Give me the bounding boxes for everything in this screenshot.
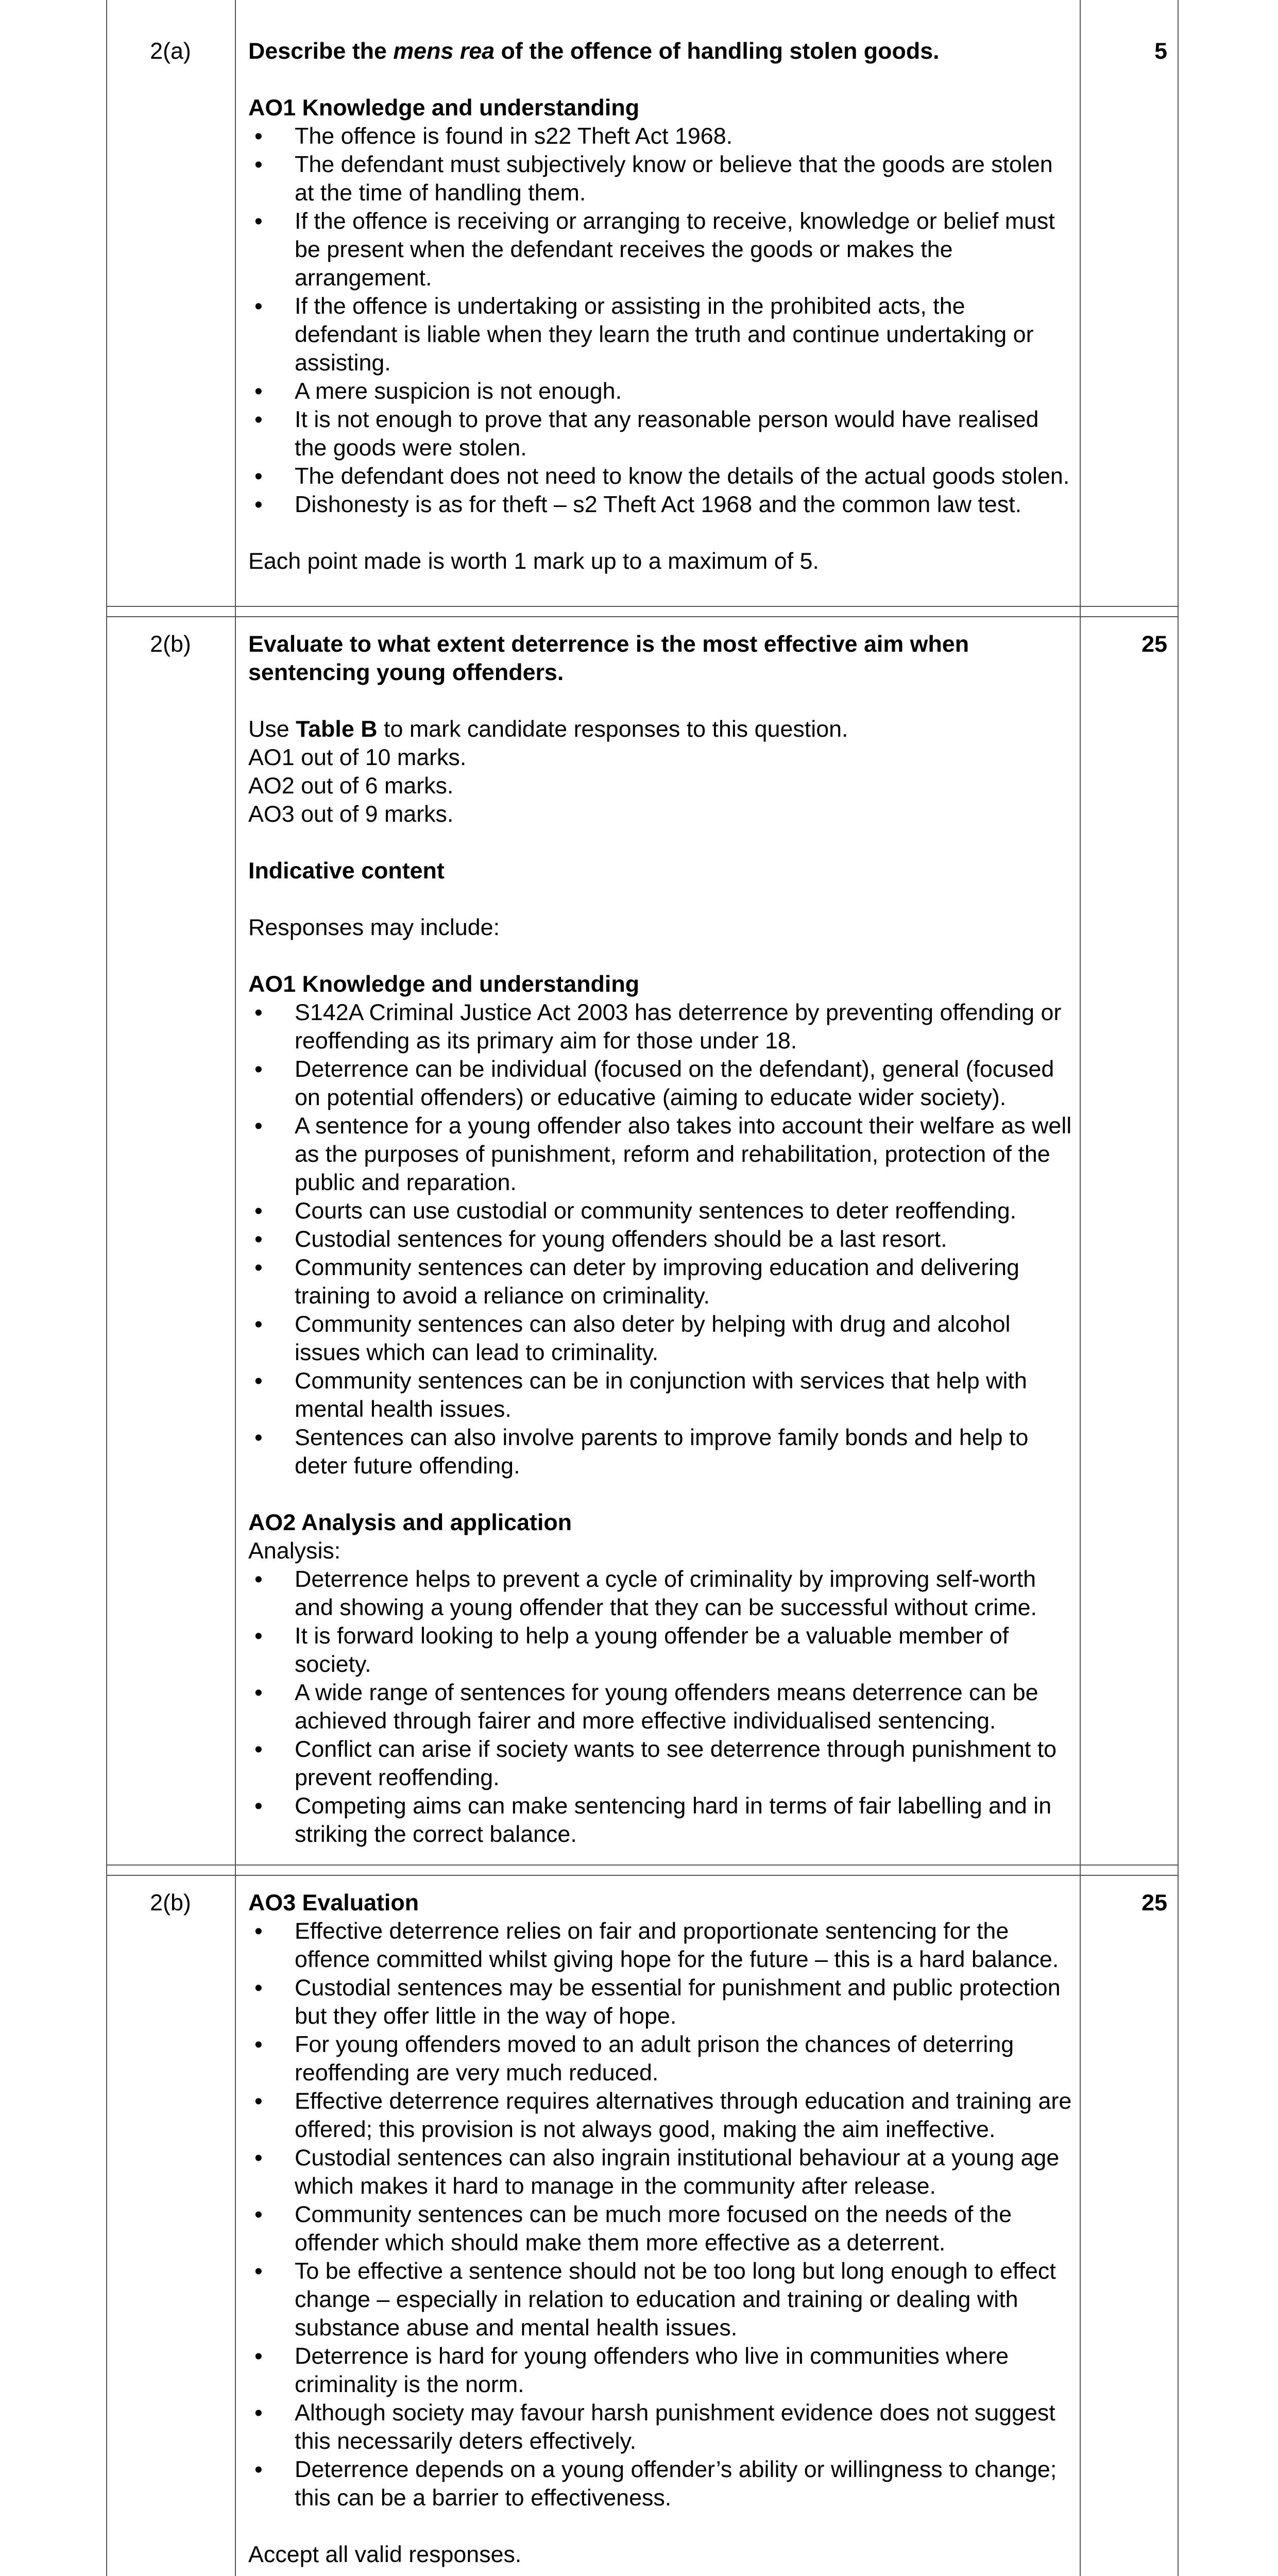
list-item: • Community sentences can be in conjunction with services that help with mental health issues. bbox=[254, 1368, 1027, 1422]
marking-note: Each point made is worth 1 mark up to a maximum of 5. bbox=[248, 548, 819, 574]
list-item: • Sentences can also involve parents to improve family bonds and help to deter future offending. bbox=[254, 1425, 1029, 1479]
ao1-list bbox=[248, 998, 1072, 1480]
list-item: • Deterrence can be individual (focused on the defendant), general (focused on potential offenders) or educative (aiming to educate wider society). bbox=[254, 1056, 1054, 1110]
question-2b-content bbox=[248, 630, 1072, 1849]
ao1-heading: AO1 Knowledge and understanding bbox=[248, 95, 640, 121]
list-item: • Custodial sentences for young offenders should be a last resort. bbox=[254, 1226, 947, 1252]
list-item: • Effective deterrence relies on fair and proportionate sentencing for the offence committed whilst giving hope for the future – this is a hard balance. bbox=[254, 1918, 1059, 1972]
question-marks: 25 bbox=[1141, 631, 1167, 657]
row-sep bbox=[106, 1865, 1179, 1866]
list-item: • The offence is found in s22 Theft Act 1968. bbox=[254, 123, 733, 149]
question-number: 2(a) bbox=[150, 38, 191, 64]
question-marks: 5 bbox=[1154, 38, 1167, 64]
list-item: • If the offence is receiving or arranging to receive, knowledge or belief must be present when the defendant receives the goods or makes the arrangement. bbox=[254, 208, 1055, 291]
list-item: • Community sentences can also deter by helping with drug and alcohol issues which can lead to criminality. bbox=[254, 1311, 1011, 1365]
question-2a-content bbox=[248, 37, 1072, 575]
question-number: 2(b) bbox=[150, 1890, 191, 1916]
use-table-note: Use Table B to mark candidate responses to this question. bbox=[248, 716, 848, 742]
list-item: • Custodial sentences can also ingrain institutional behaviour at a young age which makes it hard to manage in the community after release. bbox=[254, 2145, 1060, 2199]
question-text: Describe the mens rea of the offence of handling stolen goods. bbox=[248, 38, 940, 64]
list-item: • If the offence is undertaking or assisting in the prohibited acts, the defendant is liable when they learn the truth and continue undertaking or assisting. bbox=[254, 293, 1034, 376]
list-item: • Competing aims can make sentencing hard in terms of fair labelling and in striking the correct balance. bbox=[254, 1793, 1052, 1847]
row-sep bbox=[106, 606, 1179, 607]
list-item: • Deterrence depends on a young offender’s ability or willingness to change; this can be a barrier to effectiveness. bbox=[254, 2456, 1057, 2511]
question-text: Evaluate to what extent deterrence is the most effective aim when sentencing young offenders. bbox=[248, 631, 969, 685]
list-item: • For young offenders moved to an adult prison the chances of deterring reoffending are very much reduced. bbox=[254, 2031, 1014, 2086]
list-item: • Deterrence is hard for young offenders who live in communities where criminality is the norm. bbox=[254, 2343, 1009, 2397]
border-left bbox=[106, 0, 107, 2576]
list-item: • S142A Criminal Justice Act 2003 has deterrence by preventing offending or reoffending as its primary aim for those under 18. bbox=[254, 999, 1062, 1054]
list-item: • Community sentences can deter by improving education and delivering training to avoid a reliance on criminality. bbox=[254, 1255, 1019, 1309]
ao3-heading: AO3 Evaluation bbox=[248, 1890, 419, 1916]
list-item: • Custodial sentences may be essential for punishment and public protection but they offer little in the way of hope. bbox=[254, 1975, 1061, 2029]
list-item: • The defendant must subjectively know or believe that the goods are stolen at the time of handling them. bbox=[254, 151, 1053, 206]
ao-mark-line: AO2 out of 6 marks. bbox=[248, 773, 454, 799]
list-item: • Effective deterrence requires alternatives through education and training are offered; this provision is not always good, making the aim ineffective. bbox=[254, 2088, 1072, 2142]
question-marks: 25 bbox=[1141, 1890, 1167, 1916]
ao3-list bbox=[248, 1917, 1072, 2512]
ao1-list bbox=[248, 122, 1072, 519]
ao2-subheading: Analysis: bbox=[248, 1538, 341, 1564]
list-item: • A wide range of sentences for young offenders means deterrence can be achieved through fairer and more effective individualised sentencing. bbox=[254, 1680, 1038, 1734]
question-number: 2(b) bbox=[150, 631, 191, 657]
list-item: • A sentence for a young offender also takes into account their welfare as well as the purposes of punishment, reform and rehabilitation, protection of the public and reparation. bbox=[254, 1113, 1072, 1195]
list-item: • Courts can use custodial or community sentences to deter reoffending. bbox=[254, 1198, 1017, 1224]
indicative-heading: Indicative content bbox=[248, 858, 445, 884]
list-item: • Although society may favour harsh punishment evidence does not suggest this necessarily deters effectively. bbox=[254, 2400, 1055, 2454]
border-col1 bbox=[235, 0, 236, 2576]
row-sep bbox=[106, 1875, 1179, 1876]
ao-mark-line: AO1 out of 10 marks. bbox=[248, 744, 467, 770]
list-item: • It is forward looking to help a young offender be a valuable member of society. bbox=[254, 1623, 1009, 1677]
border-col2 bbox=[1080, 0, 1081, 2576]
question-2b-continued-content bbox=[248, 1889, 1072, 2569]
ao1-heading: AO1 Knowledge and understanding bbox=[248, 971, 640, 997]
list-item: • Deterrence helps to prevent a cycle of criminality by improving self-worth and showing a young offender that they can be successful without crime. bbox=[254, 1566, 1037, 1620]
list-item: • A mere suspicion is not enough. bbox=[254, 378, 622, 404]
ao-mark-line: AO3 out of 9 marks. bbox=[248, 801, 454, 827]
accept-note: Accept all valid responses. bbox=[248, 2541, 522, 2567]
list-item: • The defendant does not need to know the details of the actual goods stolen. bbox=[254, 463, 1070, 489]
ao2-list bbox=[248, 1565, 1072, 1849]
list-item: • Community sentences can be much more focused on the needs of the offender which should make them more effective as a deterrent. bbox=[254, 2201, 1012, 2256]
border-right bbox=[1178, 0, 1179, 2576]
list-item: • It is not enough to prove that any reasonable person would have realised the goods were stolen. bbox=[254, 406, 1039, 461]
ao2-heading: AO2 Analysis and application bbox=[248, 1510, 572, 1535]
row-sep bbox=[106, 616, 1179, 617]
list-item: • Dishonesty is as for theft – s2 Theft Act 1968 and the common law test. bbox=[254, 492, 1022, 517]
list-item: • To be effective a sentence should not be too long but long enough to effect change – especially in relation to education and training or dealing with substance abuse and mental health issues. bbox=[254, 2258, 1056, 2341]
list-item: • Conflict can arise if society wants to see deterrence through punishment to prevent reoffending. bbox=[254, 1736, 1057, 1790]
responses-note: Responses may include: bbox=[248, 914, 500, 940]
